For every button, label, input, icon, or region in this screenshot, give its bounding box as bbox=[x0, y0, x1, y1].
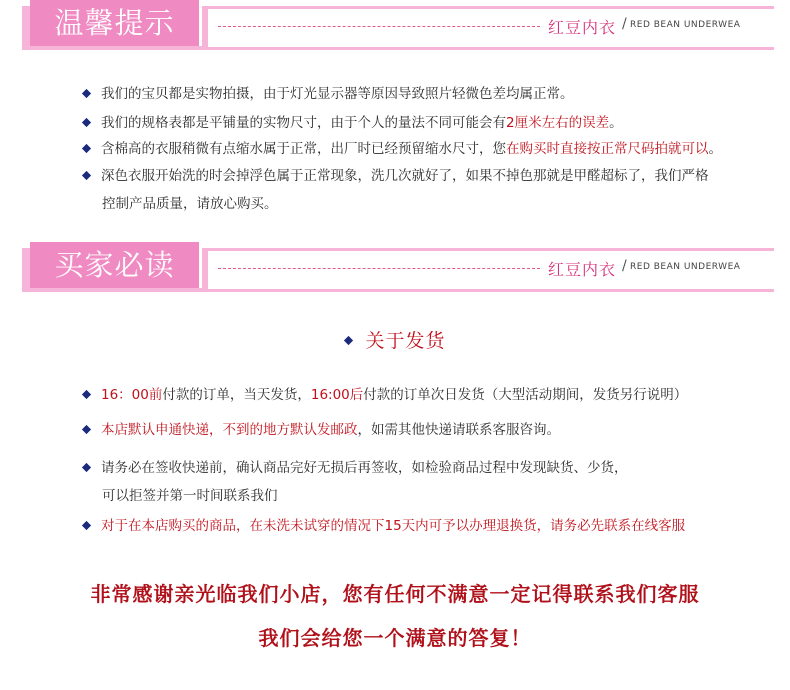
brand-slash: / bbox=[622, 258, 627, 274]
diamond-bullet-icon bbox=[82, 390, 91, 399]
diamond-bullet-icon bbox=[82, 118, 91, 127]
notice-banner-inner bbox=[208, 251, 774, 289]
diamond-bullet-icon bbox=[82, 463, 91, 472]
brand-name: 红豆内衣 bbox=[548, 18, 617, 37]
diamond-bullet-icon bbox=[82, 521, 91, 530]
brand-name-en: RED BEAN UNDERWEA bbox=[630, 20, 741, 30]
brand-name-en: RED BEAN UNDERWEA bbox=[630, 262, 741, 272]
tip-item: 含棉高的衣服稍微有点缩水属于正常，出厂时已经预留缩水尺寸，您在购买时直接按正常尺码拍就可以。 bbox=[82, 135, 722, 163]
notice-title-box bbox=[30, 242, 202, 288]
tips-title-box bbox=[30, 0, 202, 46]
shipping-item: 请务必在签收快递前，确认商品完好无损后再签收，如检验商品过程中发现缺货、少货， 可以拒签并第一时间联系我们 bbox=[82, 454, 628, 510]
tips-title: 温馨提示 bbox=[54, 6, 175, 40]
thanks-line-1: 非常感谢亲光临我们小店，您有任何不满意一定记得联系我们客服 bbox=[90, 582, 700, 606]
notice-title: 买家必读 bbox=[54, 248, 175, 282]
shipping-heading: 关于发货 bbox=[0, 326, 790, 353]
dashed-divider bbox=[218, 26, 540, 27]
diamond-bullet-icon bbox=[344, 336, 353, 345]
highlight-text: 2厘米左右的误差 bbox=[506, 115, 610, 131]
diamond-bullet-icon bbox=[82, 171, 91, 180]
diamond-bullet-icon bbox=[82, 425, 91, 434]
brand-slash: / bbox=[622, 16, 627, 32]
tip-item: 我们的宝贝都是实物拍摄，由于灯光显示器等原因导致照片轻微色差均属正常。 bbox=[82, 80, 574, 108]
shipping-item: 16：00前付款的订单，当天发货，16:00后付款的订单次日发货（大型活动期间，发货另行说明） bbox=[82, 381, 687, 409]
notice-banner bbox=[22, 248, 774, 292]
tip-item: 深色衣服开始洗的时会掉浮色属于正常现象，洗几次就好了，如果不掉色那就是甲醛超标了，我们严格 控制产品质量，请放心购买。 bbox=[82, 162, 709, 218]
tip-item: 我们的规格表都是平铺量的实物尺寸，由于个人的量法不同可能会有2厘米左右的误差。 bbox=[82, 109, 623, 137]
tips-banner-inner bbox=[208, 9, 774, 47]
thanks-line-2: 我们会给您一个满意的答复！ bbox=[258, 626, 532, 650]
highlight-text: 在购买时直接按正常尺码拍就可以 bbox=[506, 141, 709, 157]
diamond-bullet-icon bbox=[82, 89, 91, 98]
shipping-item: 本店默认申通快递，不到的地方默认发邮政，如需其他快递请联系客服咨询。 bbox=[82, 416, 560, 444]
tips-banner bbox=[22, 6, 774, 50]
diamond-bullet-icon bbox=[82, 144, 91, 153]
shipping-item: 对于在本店购买的商品，在未洗未试穿的情况下15天内可予以办理退换货，请务必先联系在线客服 bbox=[82, 512, 685, 540]
dashed-divider bbox=[218, 268, 540, 269]
brand-name: 红豆内衣 bbox=[548, 260, 617, 279]
